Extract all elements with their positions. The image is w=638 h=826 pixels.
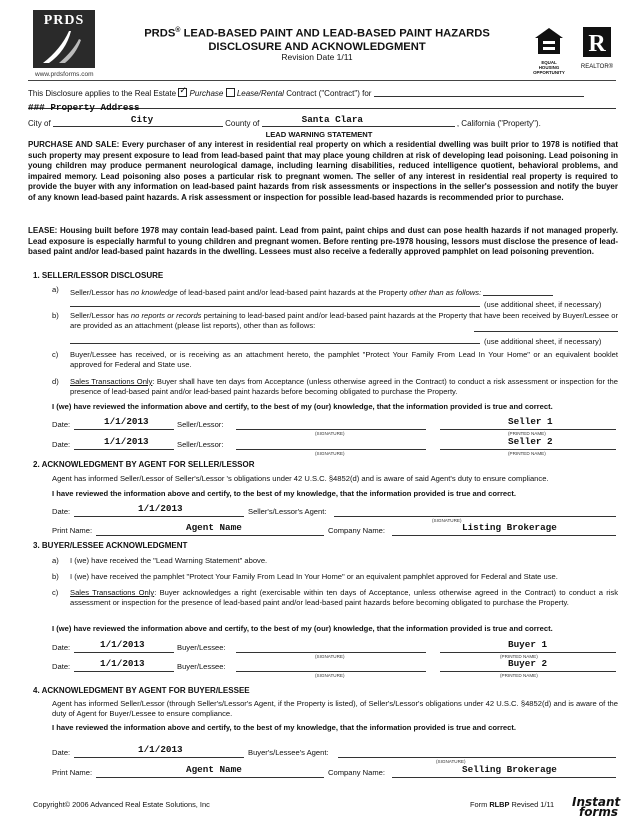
lease-paragraph: LEASE: Housing built before 1978 may contain lead-based paint. Lead from paint, paint chips and dust can pose health hazards if not managed properly. Lead exposure is especially harmful to young children and pregnant women. Before renting pre-1978 housing, lessors must disclose the presence of lead-based paint and/or lead-based paint hazards in the dwelling. Lessees must also receive a federally approved pamphlet on lead poisoning prevention. xyxy=(28,226,618,257)
brand-bottom: forms xyxy=(578,805,618,819)
item-1a-em2: other than as follows: xyxy=(409,288,482,297)
s1-date-label-1: Date: xyxy=(52,420,71,429)
city-value: City xyxy=(130,114,154,125)
title-line2: DISCLOSURE AND ACKNOWLEDGMENT xyxy=(208,40,426,53)
page-title xyxy=(112,24,522,54)
s3-date-field-1[interactable] xyxy=(74,652,174,653)
lease-checkbox[interactable] xyxy=(226,88,235,97)
s2-date-field[interactable] xyxy=(74,516,244,517)
section4-cert: I have reviewed the information above and certify, to the best of my knowledge, that the information provided is true and correct. xyxy=(52,723,517,732)
s3-name-1: Buyer 1 xyxy=(508,639,548,650)
s4-date-label: Date: xyxy=(52,748,71,757)
logo-text: PRDS xyxy=(43,13,85,28)
item-1a-line2[interactable] xyxy=(70,306,480,307)
s3-date-1: 1/1/2013 xyxy=(100,639,145,650)
item-3a: I (we) have received the "Lead Warning Statement" above. xyxy=(70,556,268,565)
property-address-field[interactable] xyxy=(28,97,616,113)
s3-sig-caption-2: (SIGNATURE) xyxy=(315,673,345,678)
section3-heading: 3. BUYER/LESSEE ACKNOWLEDGMENT xyxy=(33,541,188,550)
section4-text: Agent has informed Seller/Lessor (through Seller's/Lessor's Agent, if the Property is listed), of Seller's/Lessor's obligations under 42 U.S.C. §4852(d) and is aware of the duty of Agent for Buyer/Lessee to ensure compliance. xyxy=(52,699,618,718)
s4-print-field[interactable] xyxy=(96,777,324,778)
website-url: www.prdsforms.com xyxy=(35,71,94,78)
s3-date-2: 1/1/2013 xyxy=(100,658,145,669)
realtor-label: REALTOR® xyxy=(580,64,614,70)
section2-text: Agent has informed Seller/Lessor of Seller's/Lessor 's obligations under 42 U.S.C. §4852(d) and is aware of said Agent's duty to ensure compliance. xyxy=(52,474,549,483)
item-1a xyxy=(70,285,618,298)
item-1d-underline: Sales Transactions Only xyxy=(70,377,153,386)
s4-signature-field[interactable] xyxy=(338,757,616,758)
s4-print-name: Agent Name xyxy=(186,764,242,775)
property-address: ### Property Address xyxy=(28,102,140,113)
header-divider xyxy=(28,80,616,81)
item-1b-em: no reports or records xyxy=(130,311,202,320)
section2-heading: 2. ACKNOWLEDGMENT BY AGENT FOR SELLER/LESSOR xyxy=(33,460,255,469)
item-1a-em: no knowledge xyxy=(130,288,178,297)
eho-label: EQUAL HOUSING OPPORTUNITY xyxy=(533,60,565,75)
purchase-paragraph: PURCHASE AND SALE: Every purchaser of any interest in residential real property on which a residential dwelling was built prior to 1978 is notified that such property may present exposure to lead from lead-based paint that may place young children at risk of developing lead poisoning. Lead poisoning in young children may produce permanent neurological damage, including learning disabilities, reduced intelligence quotient, behavioral problems, and impaired memory. Lead poisoning also poses a particular risk to pregnant women. The seller of any interest in residential real property is required to provide the buyer with any information on lead-based paint hazards from risk assessments or inspections in the seller's possession and notify the buyer of any known lead-based paint hazards. A risk assessment or inspection for possible lead-based hazards is recommended prior to purchase. xyxy=(28,140,618,202)
lease-label: Lease/Rental xyxy=(236,89,284,98)
county-value: Santa Clara xyxy=(301,114,363,125)
item-3c-text: : Buyer acknowledges a right (exercisable within ten days of Acceptance, unless otherwise agreed in the Contract) to conduct a risk assessment or inspection for the presence of lead-based paint and/or lead-based paint hazards before becoming obligated to purchase the Property. xyxy=(70,588,618,607)
logo-graphic-icon xyxy=(39,29,89,65)
s4-date: 1/1/2013 xyxy=(138,744,183,755)
purchase-label: Purchase xyxy=(189,89,224,98)
s2-signature-field[interactable] xyxy=(334,516,616,517)
item-1d xyxy=(70,377,618,398)
section1-cert: I (we) have reviewed the information above and certify, to the best of my (our) knowledge, that the information provided is true and correct. xyxy=(52,402,553,411)
title-reg: ® xyxy=(175,27,181,34)
s3-party-label-2: Buyer/Lessee: xyxy=(177,662,226,671)
state-label: , California ("Property"). xyxy=(456,119,541,128)
city-label: City of xyxy=(28,119,51,128)
item-1a-pre: Seller/Lessor has xyxy=(70,288,131,297)
form-id xyxy=(470,800,554,809)
s3-printed-field-2[interactable] xyxy=(440,671,616,672)
s3-printed-field-1[interactable] xyxy=(440,652,616,653)
county-label: County of xyxy=(225,119,260,128)
s3-date-label-2: Date: xyxy=(52,662,71,671)
s4-company-field[interactable] xyxy=(392,777,616,778)
s2-company-label: Company Name: xyxy=(328,526,385,535)
s3-name-2: Buyer 2 xyxy=(508,658,548,669)
s1-sig-caption-2: (SIGNATURE) xyxy=(315,451,345,456)
s1-printed-caption-1: (PRINTED NAME) xyxy=(508,431,546,436)
s4-agent-label: Buyer's/Lessee's Agent: xyxy=(248,748,329,757)
s4-company-label: Company Name: xyxy=(328,768,385,777)
s1-signature-field-1[interactable] xyxy=(236,429,426,430)
item-3b: I (we) have received the pamphlet "Protect Your Family From Lead In Your Home" or an equivalent pamphlet approved for Federal and State use. xyxy=(70,572,558,581)
s2-agent-label: Seller's/Lessor's Agent: xyxy=(248,507,327,516)
s1-date-label-2: Date: xyxy=(52,440,71,449)
s1-sig-caption-1: (SIGNATURE) xyxy=(315,431,345,436)
s2-company: Listing Brokerage xyxy=(462,522,557,533)
item-1b xyxy=(70,311,618,332)
item-3b-letter: b) xyxy=(52,572,59,581)
warning-heading: LEAD WARNING STATEMENT xyxy=(265,130,373,139)
copyright: Copyright© 2006 Advanced Real Estate Solutions, Inc xyxy=(33,800,210,809)
s3-signature-field-1[interactable] xyxy=(236,652,426,653)
prds-logo xyxy=(33,10,95,68)
item-1d-letter: d) xyxy=(52,377,59,386)
s1-printed-field-2[interactable] xyxy=(440,449,616,450)
s1-printed-field-1[interactable] xyxy=(440,429,616,430)
s2-print-name: Agent Name xyxy=(186,522,242,533)
svg-text:R: R xyxy=(588,31,606,57)
item-3c-underline: Sales Transactions Only xyxy=(70,588,155,597)
form-revised: Revised 1/11 xyxy=(511,800,555,809)
city-field[interactable] xyxy=(53,116,223,127)
equal-housing-icon xyxy=(534,27,564,55)
brand-top: Instant xyxy=(572,795,621,809)
s2-print-field[interactable] xyxy=(96,535,324,536)
s2-print-label: Print Name: xyxy=(52,526,93,535)
contract-middle: Contract ("Contract") for xyxy=(286,89,372,98)
s2-date-label: Date: xyxy=(52,507,71,516)
item-1b-extra: (use additional sheet, if necessary) xyxy=(484,337,602,346)
form-code: RLBP xyxy=(489,800,510,809)
realtor-r-icon xyxy=(583,27,611,57)
item-1b-line2[interactable] xyxy=(70,343,480,344)
equal-housing-logo xyxy=(531,27,567,75)
contract-prefix: This Disclosure applies to the Real Estate xyxy=(28,89,177,98)
s3-printed-caption-1: (PRINTED NAME) xyxy=(500,654,538,659)
s1-date-2: 1/1/2013 xyxy=(104,436,149,447)
s1-signature-field-2[interactable] xyxy=(236,449,426,450)
item-1b-pre: Seller/Lessor has xyxy=(70,311,131,320)
item-1b-field[interactable] xyxy=(474,331,618,332)
item-1c-letter: c) xyxy=(52,350,59,359)
realtor-logo xyxy=(578,27,616,70)
title-brand: PRDS xyxy=(144,27,176,40)
purchase-checkbox[interactable] xyxy=(178,88,187,97)
form-label: Form xyxy=(470,800,488,809)
contract-for-field[interactable] xyxy=(374,86,584,97)
s1-date-field-1[interactable] xyxy=(74,429,174,430)
instant-forms-logo xyxy=(572,795,621,819)
s2-date: 1/1/2013 xyxy=(138,503,183,514)
s3-date-label-1: Date: xyxy=(52,643,71,652)
s1-party-label-1: Seller/Lessor: xyxy=(177,420,224,429)
item-1b-post: pertaining to lead-based paint and/or lead-based paint hazards at the Property that have been received by Buyer/Lessee or are provided as an attachment (please list reports), other than as follows: xyxy=(70,311,618,331)
s3-sig-caption-1: (SIGNATURE) xyxy=(315,654,345,659)
item-1a-letter: a) xyxy=(52,285,59,294)
s1-date-field-2[interactable] xyxy=(74,449,174,450)
item-1a-extra: (use additional sheet, if necessary) xyxy=(484,300,602,309)
item-3c-letter: c) xyxy=(52,588,59,597)
item-1d-text: : Buyer shall have ten days from Acceptance (unless otherwise agreed in the Contract) to conduct a risk assessment or inspection for the presence of lead-based paint and/or lead-based paint hazards before becoming obligated to purchase the Property. xyxy=(70,377,618,397)
section3-cert: I (we) have reviewed the information above and certify, to the best of my (our) knowledge, that the information provided is true and correct. xyxy=(52,624,553,633)
s4-print-label: Print Name: xyxy=(52,768,93,777)
item-3a-letter: a) xyxy=(52,556,59,565)
s1-name-1: Seller 1 xyxy=(508,416,553,427)
s2-company-field[interactable] xyxy=(392,535,616,536)
s4-sig-caption: (SIGNATURE) xyxy=(436,759,466,764)
s1-printed-caption-2: (PRINTED NAME) xyxy=(508,451,546,456)
item-1c: Buyer/Lessee has received, or is receiving as an attachment hereto, the pamphlet "Protect Your Family From Lead In Your Home" or an equivalent booklet approved for Federal and State use. xyxy=(70,350,618,370)
section4-heading: 4. ACKNOWLEDGMENT BY AGENT FOR BUYER/LESSEE xyxy=(33,686,250,695)
s1-party-label-2: Seller/Lessor: xyxy=(177,440,224,449)
item-3c xyxy=(70,588,618,607)
s3-signature-field-2[interactable] xyxy=(236,671,426,672)
s2-sig-caption: (SIGNATURE) xyxy=(432,518,462,523)
item-1b-letter: b) xyxy=(52,311,59,320)
section2-cert: I have reviewed the information above and certify, to the best of my knowledge, that the information provided is true and correct. xyxy=(52,489,517,498)
s1-name-2: Seller 2 xyxy=(508,436,553,447)
county-field[interactable] xyxy=(262,116,455,127)
s3-date-field-2[interactable] xyxy=(74,671,174,672)
city-county-line xyxy=(28,116,541,128)
section1-heading: 1. SELLER/LESSOR DISCLOSURE xyxy=(33,271,164,280)
s4-date-field[interactable] xyxy=(74,757,244,758)
item-1a-field[interactable] xyxy=(483,285,553,296)
s1-date-1: 1/1/2013 xyxy=(104,416,149,427)
title-rest: LEAD-BASED PAINT AND LEAD-BASED PAINT HAZARDS xyxy=(183,27,490,40)
s3-printed-caption-2: (PRINTED NAME) xyxy=(500,673,538,678)
item-1a-post: of lead-based paint and/or lead-based paint hazards at the Property xyxy=(177,288,410,297)
s4-company: Selling Brokerage xyxy=(462,764,557,775)
s3-party-label-1: Buyer/Lessee: xyxy=(177,643,226,652)
revision-date: Revision Date 1/11 xyxy=(281,52,353,62)
